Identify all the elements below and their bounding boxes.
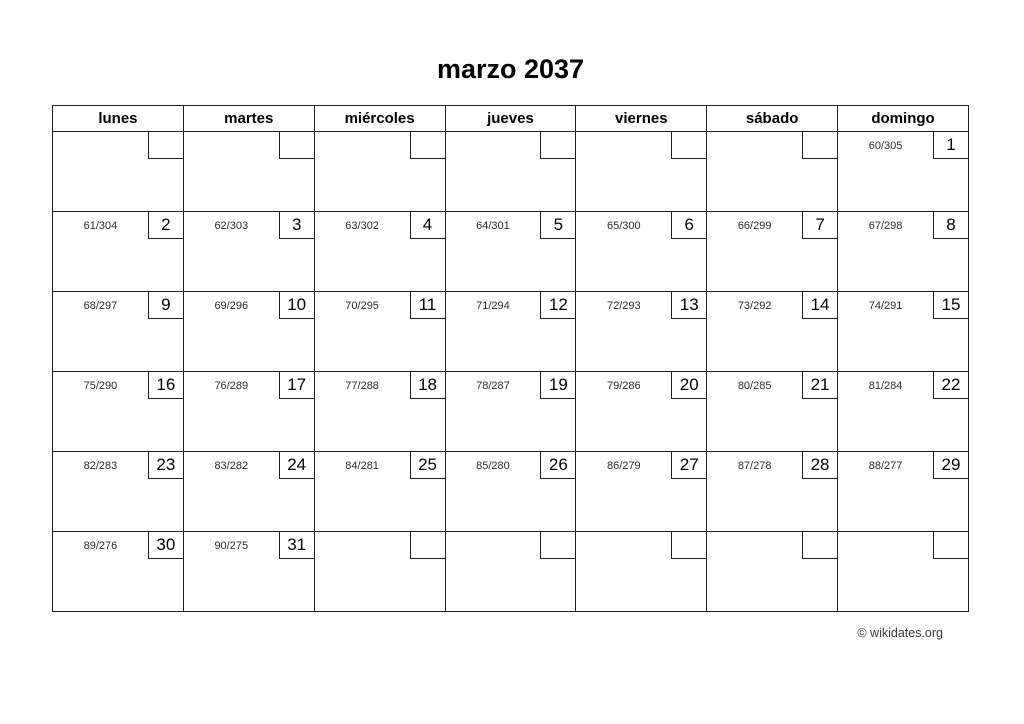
day-cell xyxy=(707,132,838,212)
day-cell xyxy=(838,452,969,532)
day-cell-inner xyxy=(707,292,837,370)
weekday-header-0: lunes xyxy=(53,106,184,132)
day-number-box: 12 xyxy=(540,292,575,319)
day-of-year-label: 72/293 xyxy=(606,299,641,312)
day-cell xyxy=(183,372,314,452)
weekday-header-row xyxy=(53,106,969,132)
day-number-box: 24 xyxy=(279,452,314,479)
day-number-box xyxy=(148,132,183,159)
day-cell-inner xyxy=(53,292,183,370)
day-of-year-label: 84/281 xyxy=(345,459,379,472)
day-cell-inner xyxy=(838,532,968,610)
day-number-box: 6 xyxy=(671,212,706,239)
day-cell xyxy=(314,292,445,372)
day-of-year-label: 61/304 xyxy=(83,219,118,232)
day-of-year-label: 79/286 xyxy=(606,379,641,392)
day-number-box: 16 xyxy=(148,372,183,399)
day-number-box xyxy=(671,132,706,159)
day-of-year-label xyxy=(707,532,802,559)
day-number-box xyxy=(933,532,968,559)
day-cell-inner xyxy=(315,292,445,370)
day-cell xyxy=(838,372,969,452)
day-of-year-label xyxy=(184,132,279,159)
day-cell-inner xyxy=(838,292,968,370)
day-number-box: 4 xyxy=(410,212,445,239)
day-cell-inner xyxy=(315,532,445,610)
day-of-year-label: 83/282 xyxy=(214,459,249,472)
day-of-year-label: 68/297 xyxy=(83,299,118,312)
weekday-header-3: jueves xyxy=(445,106,576,132)
page-title: marzo 2037 xyxy=(436,54,585,84)
day-number-box: 11 xyxy=(410,292,445,319)
day-cell-inner xyxy=(707,132,837,210)
day-of-year-label: 85/280 xyxy=(476,459,510,472)
week-row xyxy=(53,372,969,452)
day-cell-inner xyxy=(707,452,837,530)
day-of-year-label: 71/294 xyxy=(476,299,510,312)
day-cell xyxy=(183,132,314,212)
day-of-year-label xyxy=(315,132,410,159)
day-cell xyxy=(576,292,707,372)
day-of-year-label: 76/289 xyxy=(214,379,249,392)
day-cell xyxy=(576,372,707,452)
day-of-year-label: 63/302 xyxy=(345,219,379,232)
day-of-year-label: 64/301 xyxy=(476,219,510,232)
day-of-year-label: 69/296 xyxy=(214,299,249,312)
day-of-year-label: 89/276 xyxy=(83,539,118,552)
day-of-year-label xyxy=(53,132,148,159)
day-cell-inner xyxy=(838,132,968,210)
day-of-year-label: 80/285 xyxy=(737,379,772,392)
day-cell-inner xyxy=(707,372,837,450)
day-of-year-label xyxy=(446,532,541,559)
day-number-box: 14 xyxy=(802,292,837,319)
day-cell-inner xyxy=(576,532,706,610)
day-number-box: 9 xyxy=(148,292,183,319)
day-cell-inner xyxy=(315,372,445,450)
day-cell xyxy=(445,372,576,452)
day-cell-inner xyxy=(446,132,576,210)
day-cell xyxy=(707,372,838,452)
day-cell-inner xyxy=(576,292,706,370)
day-cell-inner xyxy=(53,132,183,210)
day-of-year-label xyxy=(315,532,410,559)
day-number-box xyxy=(802,132,837,159)
day-cell-inner xyxy=(446,372,576,450)
day-of-year-label: 78/287 xyxy=(476,379,510,392)
day-cell xyxy=(707,292,838,372)
day-of-year-label xyxy=(446,132,541,159)
day-of-year-label: 77/288 xyxy=(345,379,379,392)
weekday-header-6: domingo xyxy=(838,106,969,132)
day-cell xyxy=(53,532,184,612)
day-number-box: 2 xyxy=(148,212,183,239)
day-cell-inner xyxy=(184,212,314,290)
day-cell xyxy=(445,292,576,372)
week-row xyxy=(53,532,969,612)
day-cell xyxy=(576,532,707,612)
week-row xyxy=(53,292,969,372)
day-cell xyxy=(53,132,184,212)
day-cell-inner xyxy=(576,452,706,530)
day-cell-inner xyxy=(707,212,837,290)
day-cell-inner xyxy=(184,372,314,450)
day-number-box: 20 xyxy=(671,372,706,399)
day-cell xyxy=(576,212,707,292)
day-number-box: 3 xyxy=(279,212,314,239)
day-cell xyxy=(53,452,184,532)
day-cell-inner xyxy=(184,532,314,610)
day-number-box xyxy=(410,532,445,559)
day-cell-inner xyxy=(184,452,314,530)
day-cell xyxy=(838,292,969,372)
day-number-box: 1 xyxy=(933,132,968,159)
day-of-year-label xyxy=(576,532,671,559)
day-cell xyxy=(183,452,314,532)
day-of-year-label: 82/283 xyxy=(83,459,118,472)
day-cell xyxy=(576,132,707,212)
day-cell-inner xyxy=(53,452,183,530)
day-cell xyxy=(314,532,445,612)
day-cell xyxy=(576,452,707,532)
day-cell-inner xyxy=(53,532,183,610)
day-cell-inner xyxy=(838,372,968,450)
day-number-box: 28 xyxy=(802,452,837,479)
day-of-year-label: 81/284 xyxy=(868,379,903,392)
day-cell xyxy=(707,452,838,532)
day-number-box: 10 xyxy=(279,292,314,319)
day-cell-inner xyxy=(446,452,576,530)
day-of-year-label: 86/279 xyxy=(606,459,641,472)
day-cell xyxy=(838,212,969,292)
day-cell-inner xyxy=(53,212,183,290)
day-cell xyxy=(445,452,576,532)
day-of-year-label: 70/295 xyxy=(345,299,379,312)
day-cell xyxy=(314,452,445,532)
day-number-box: 5 xyxy=(540,212,575,239)
day-of-year-label: 67/298 xyxy=(868,219,903,232)
day-cell-inner xyxy=(315,452,445,530)
day-cell xyxy=(314,212,445,292)
day-number-box: 31 xyxy=(279,532,314,559)
day-number-box xyxy=(410,132,445,159)
day-of-year-label: 66/299 xyxy=(737,219,772,232)
day-number-box: 17 xyxy=(279,372,314,399)
day-cell-inner xyxy=(446,212,576,290)
day-cell-inner xyxy=(446,532,576,610)
day-of-year-label xyxy=(838,532,933,559)
day-number-box xyxy=(540,132,575,159)
day-of-year-label: 75/290 xyxy=(83,379,118,392)
weekday-header-1: martes xyxy=(183,106,314,132)
day-cell xyxy=(53,372,184,452)
day-cell-inner xyxy=(53,372,183,450)
day-cell-inner xyxy=(184,132,314,210)
day-of-year-label: 65/300 xyxy=(606,219,641,232)
day-of-year-label: 62/303 xyxy=(214,219,249,232)
day-cell xyxy=(183,292,314,372)
day-number-box: 22 xyxy=(933,372,968,399)
day-cell xyxy=(707,532,838,612)
day-number-box: 8 xyxy=(933,212,968,239)
day-cell xyxy=(314,372,445,452)
weekday-header-5: sábado xyxy=(707,106,838,132)
calendar-body xyxy=(53,132,969,612)
day-of-year-label: 74/291 xyxy=(868,299,903,312)
day-cell xyxy=(314,132,445,212)
week-row xyxy=(53,132,969,212)
day-cell xyxy=(445,212,576,292)
day-number-box: 29 xyxy=(933,452,968,479)
day-cell-inner xyxy=(707,532,837,610)
week-row xyxy=(53,212,969,292)
day-of-year-label: 73/292 xyxy=(737,299,772,312)
day-number-box xyxy=(540,532,575,559)
day-number-box: 23 xyxy=(148,452,183,479)
day-number-box xyxy=(671,532,706,559)
day-cell xyxy=(53,292,184,372)
day-cell-inner xyxy=(838,452,968,530)
calendar-table xyxy=(52,105,969,612)
day-number-box: 27 xyxy=(671,452,706,479)
day-cell xyxy=(445,532,576,612)
day-number-box: 26 xyxy=(540,452,575,479)
day-number-box: 30 xyxy=(148,532,183,559)
day-cell xyxy=(53,212,184,292)
weekday-header-4: viernes xyxy=(576,106,707,132)
day-cell xyxy=(445,132,576,212)
day-cell-inner xyxy=(315,132,445,210)
weekday-header-2: miércoles xyxy=(314,106,445,132)
day-of-year-label xyxy=(707,132,802,159)
day-cell-inner xyxy=(315,212,445,290)
day-cell-inner xyxy=(576,132,706,210)
day-cell xyxy=(707,212,838,292)
day-cell-inner xyxy=(838,212,968,290)
day-cell-inner xyxy=(576,212,706,290)
day-number-box: 19 xyxy=(540,372,575,399)
day-cell xyxy=(838,532,969,612)
day-of-year-label: 87/278 xyxy=(737,459,772,472)
day-of-year-label: 60/305 xyxy=(868,139,903,152)
day-cell xyxy=(183,212,314,292)
day-cell xyxy=(838,132,969,212)
day-cell-inner xyxy=(446,292,576,370)
day-number-box xyxy=(279,132,314,159)
day-cell-inner xyxy=(576,372,706,450)
day-cell xyxy=(183,532,314,612)
day-of-year-label: 88/277 xyxy=(868,459,903,472)
day-number-box: 15 xyxy=(933,292,968,319)
footer-credit: © wikidates.org xyxy=(857,626,943,640)
day-number-box: 18 xyxy=(410,372,445,399)
day-of-year-label: 90/275 xyxy=(214,539,249,552)
day-number-box: 7 xyxy=(802,212,837,239)
day-of-year-label xyxy=(576,132,671,159)
day-cell-inner xyxy=(184,292,314,370)
day-number-box: 21 xyxy=(802,372,837,399)
day-number-box: 25 xyxy=(410,452,445,479)
week-row xyxy=(53,452,969,532)
day-number-box xyxy=(802,532,837,559)
day-number-box: 13 xyxy=(671,292,706,319)
